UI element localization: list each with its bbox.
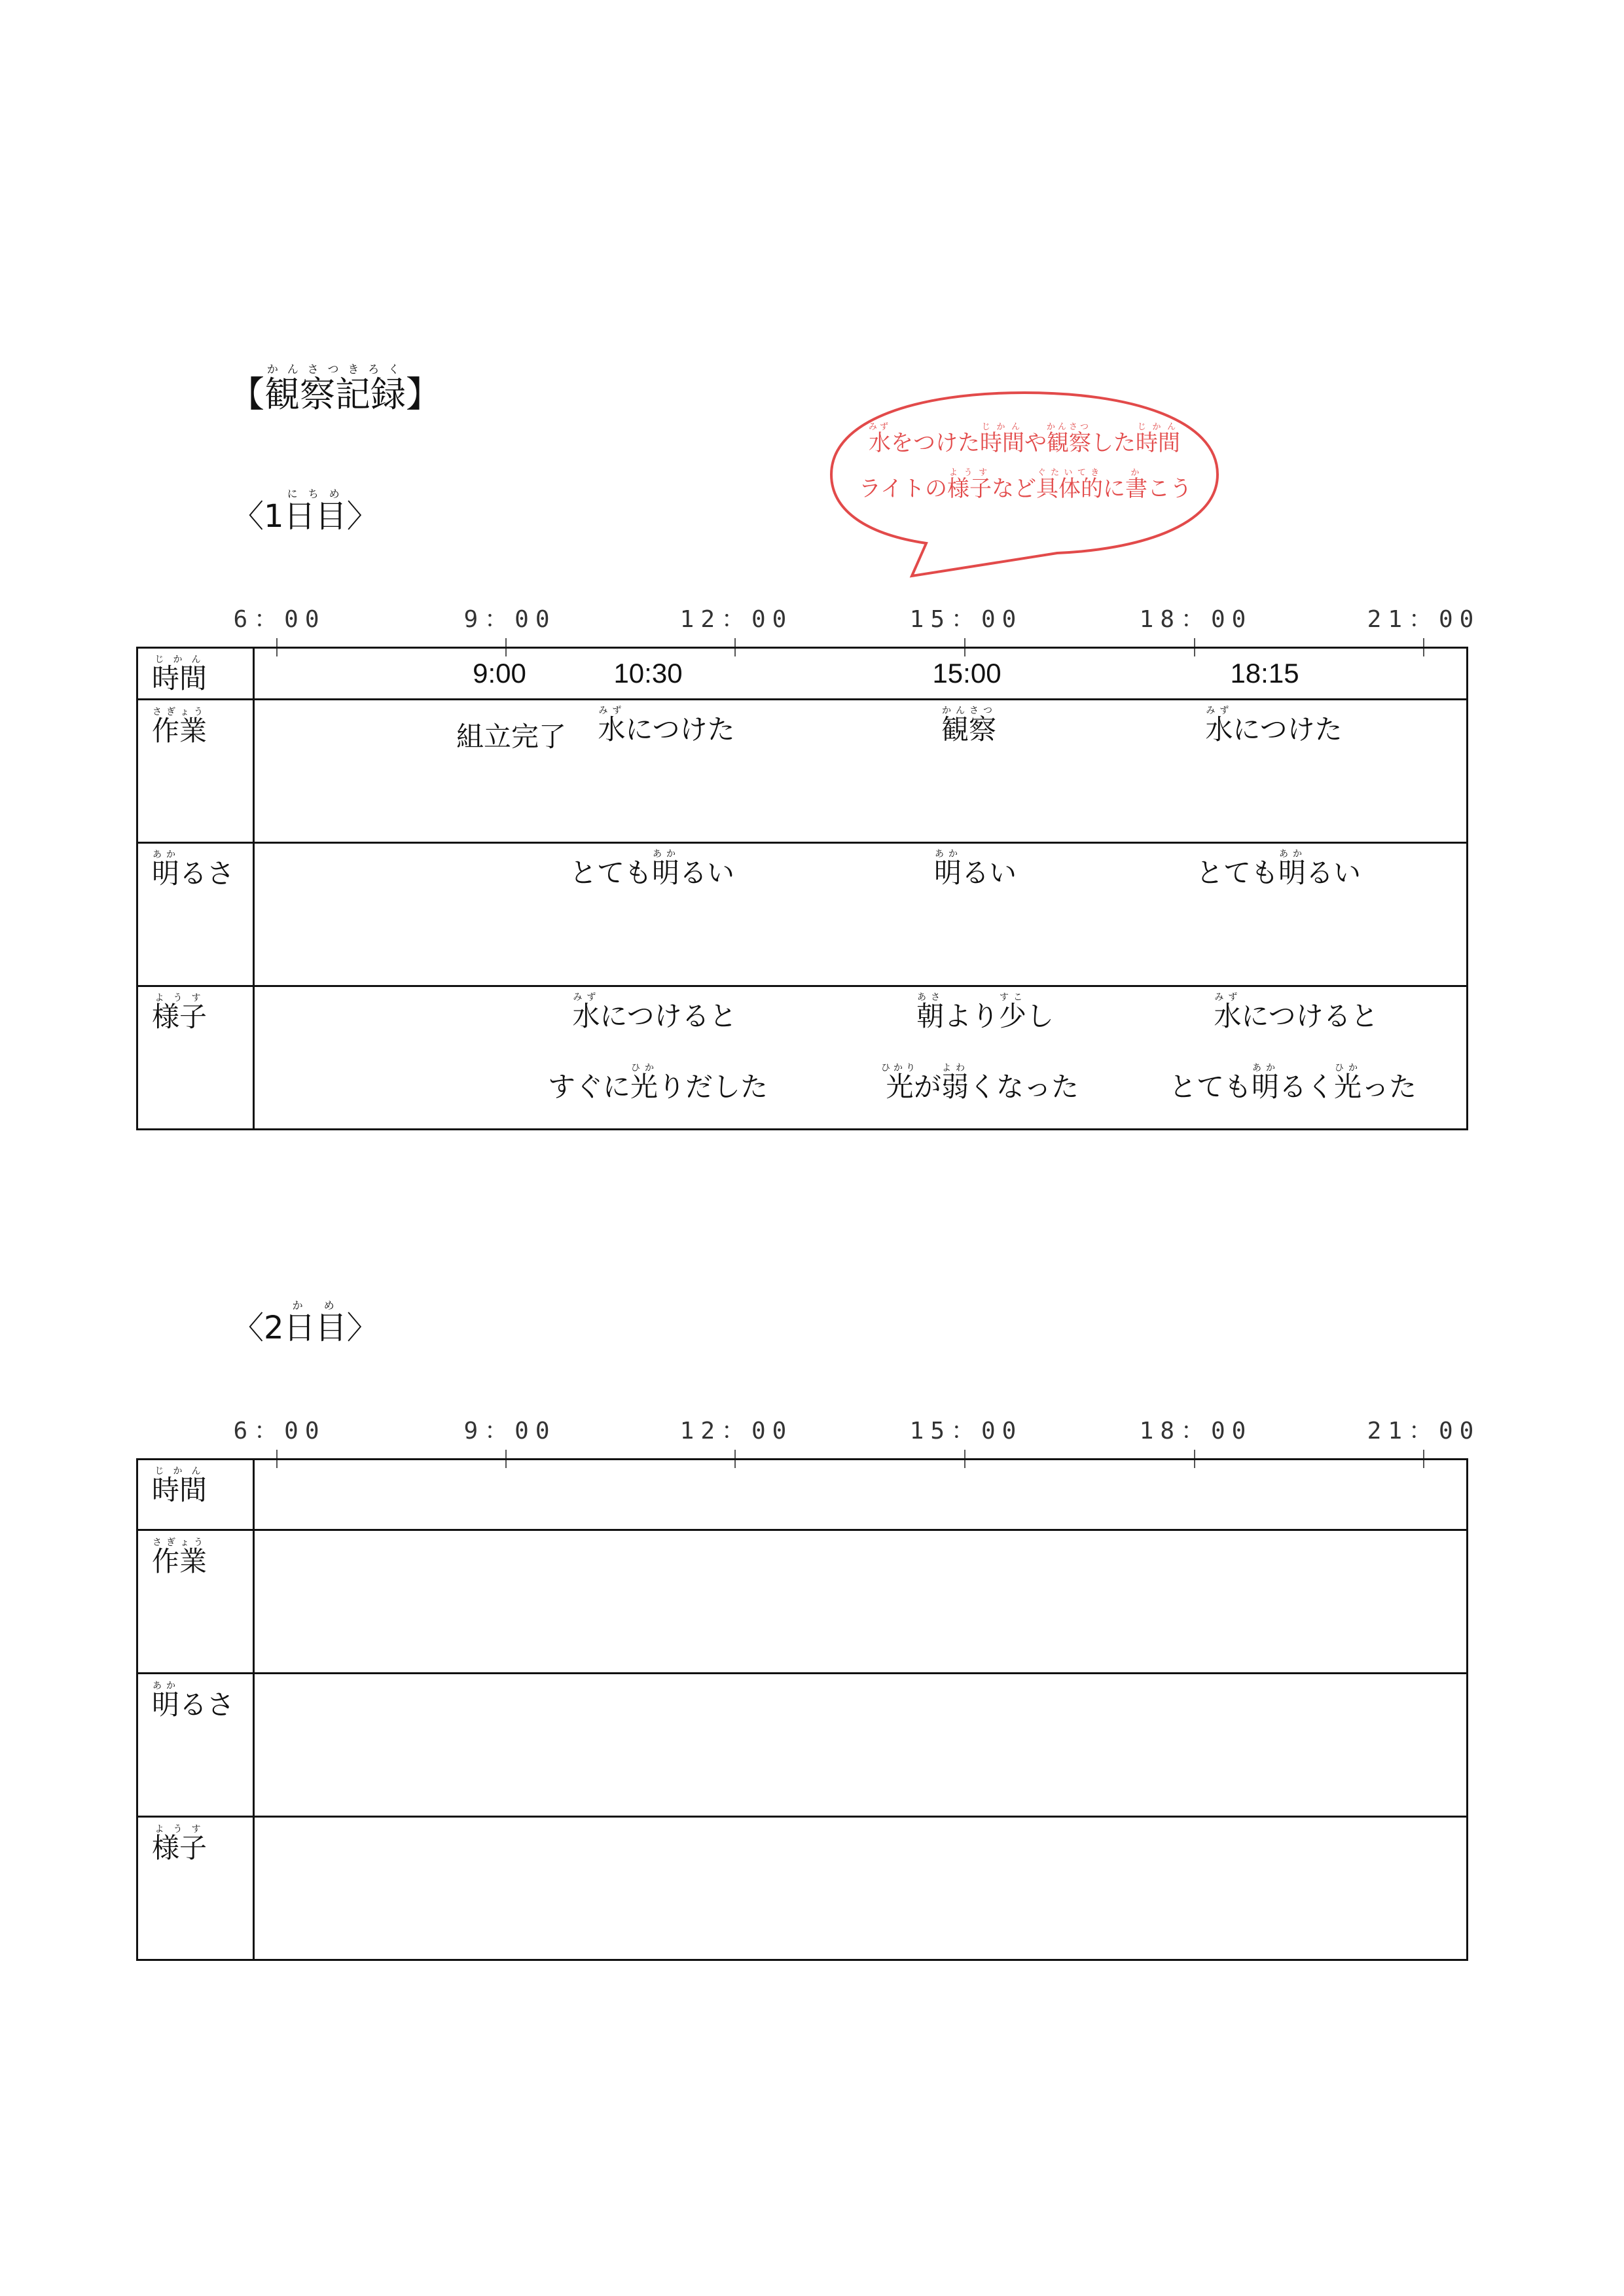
row-label-state: 様子ようす bbox=[152, 1824, 208, 1864]
bubble-word: 観察 bbox=[1047, 430, 1092, 456]
table-border bbox=[253, 1458, 255, 1961]
bubble-ruby: か bbox=[1125, 468, 1147, 478]
table-border bbox=[136, 1458, 1468, 1460]
table-border bbox=[136, 1672, 1468, 1674]
table-border bbox=[136, 842, 1468, 844]
table-border bbox=[136, 1959, 1468, 1961]
bubble-ruby: ぐたいてき bbox=[1036, 468, 1103, 478]
axis-label: 21：00 bbox=[1367, 606, 1481, 633]
bubble-word: など bbox=[991, 476, 1036, 502]
bubble-word: 書 bbox=[1125, 476, 1147, 502]
row-label-time: 時間じかん bbox=[152, 655, 208, 694]
work-cell: 水みずにつけた bbox=[1205, 706, 1343, 745]
table-border bbox=[136, 647, 1468, 649]
bubble-word: をつけた bbox=[891, 430, 980, 456]
bubble-ruby: かんさつ bbox=[1047, 422, 1092, 432]
table-border bbox=[1466, 647, 1468, 1130]
work-cell: 組立完了 bbox=[456, 721, 567, 753]
axis-label: 12：00 bbox=[679, 606, 793, 633]
bubble-line-1 bbox=[869, 422, 1180, 457]
bubble-word: した bbox=[1091, 430, 1136, 456]
brightness-cell: とても明あかるい bbox=[1195, 849, 1362, 889]
brightness-cell: 明あかるい bbox=[933, 849, 1017, 889]
day1-table bbox=[136, 647, 1467, 1787]
bubble-word: 具体的 bbox=[1036, 476, 1103, 502]
work-cell: 観察かんさつ bbox=[941, 706, 997, 745]
table-border bbox=[136, 647, 138, 1130]
axis-label: 15：00 bbox=[909, 1418, 1023, 1444]
state-cell: 水みずにつけると bbox=[572, 992, 737, 1032]
row-label-time: 時間じかん bbox=[152, 1466, 208, 1506]
row-label-state: 様子ようす bbox=[152, 993, 208, 1033]
bubble-ruby: ようす bbox=[947, 468, 992, 478]
state-cell: とても明あかるく光ひかった bbox=[1168, 1063, 1417, 1103]
bubble-ruby: じかん bbox=[980, 422, 1024, 432]
day2-heading: 〈2日目かめ〉 bbox=[232, 1299, 378, 1346]
state-cell: 水みずにつけると bbox=[1214, 992, 1379, 1032]
bubble-ruby: じかん bbox=[1136, 422, 1181, 432]
axis-label: 21：00 bbox=[1367, 1418, 1481, 1444]
table-border bbox=[136, 1458, 138, 1961]
state-cell: 朝あさより少すこし bbox=[916, 992, 1055, 1032]
axis-label: 9：00 bbox=[463, 606, 556, 633]
bubble-word: 時間 bbox=[980, 430, 1024, 456]
axis-label: 12：00 bbox=[679, 1418, 793, 1444]
bubble-word: 様子 bbox=[947, 476, 992, 502]
day1-heading: 〈1日目にちめ〉 bbox=[232, 488, 378, 535]
bubble-word: 水 bbox=[869, 430, 891, 456]
table-border bbox=[136, 1128, 1468, 1130]
time-value: 18:15 bbox=[1230, 658, 1299, 689]
bubble-ruby: みず bbox=[869, 422, 892, 432]
axis-label: 6：00 bbox=[233, 606, 326, 633]
table-border bbox=[1466, 1458, 1468, 1961]
page-title: 【観察記録かんさつきろく】 bbox=[229, 363, 441, 415]
row-label-work: 作業さぎょう bbox=[152, 1537, 208, 1577]
table-border bbox=[136, 985, 1468, 987]
axis-label: 18：00 bbox=[1139, 1418, 1253, 1444]
bubble-word: ライトの bbox=[859, 476, 947, 502]
table-border bbox=[253, 647, 255, 1130]
bubble-word: や bbox=[1024, 430, 1047, 456]
axis-label: 6：00 bbox=[233, 1418, 326, 1444]
bubble-line-2 bbox=[859, 468, 1192, 503]
time-value: 9:00 bbox=[473, 658, 526, 689]
state-cell: 光ひかりが弱よわくなった bbox=[880, 1063, 1079, 1103]
row-label-brightness: 明あかるさ bbox=[152, 850, 235, 889]
row-label-brightness: 明あかるさ bbox=[152, 1681, 235, 1721]
time-value: 15:00 bbox=[932, 658, 1001, 689]
axis-label: 15：00 bbox=[909, 606, 1023, 633]
row-label-work: 作業さぎょう bbox=[152, 707, 208, 747]
bubble-word: に bbox=[1102, 476, 1125, 502]
brightness-cell: とても明あかるい bbox=[569, 849, 735, 889]
time-value: 10:30 bbox=[613, 658, 683, 689]
table-border bbox=[136, 698, 1468, 700]
axis-label: 18：00 bbox=[1139, 606, 1253, 633]
work-cell: 水みずにつけた bbox=[598, 706, 735, 745]
bubble-word: こう bbox=[1147, 476, 1192, 502]
bubble-word: 時間 bbox=[1136, 430, 1181, 456]
axis-label: 9：00 bbox=[463, 1418, 556, 1444]
state-cell: すぐに光ひかりだした bbox=[547, 1063, 768, 1103]
table-border bbox=[136, 1529, 1468, 1531]
table-border bbox=[136, 1816, 1468, 1818]
